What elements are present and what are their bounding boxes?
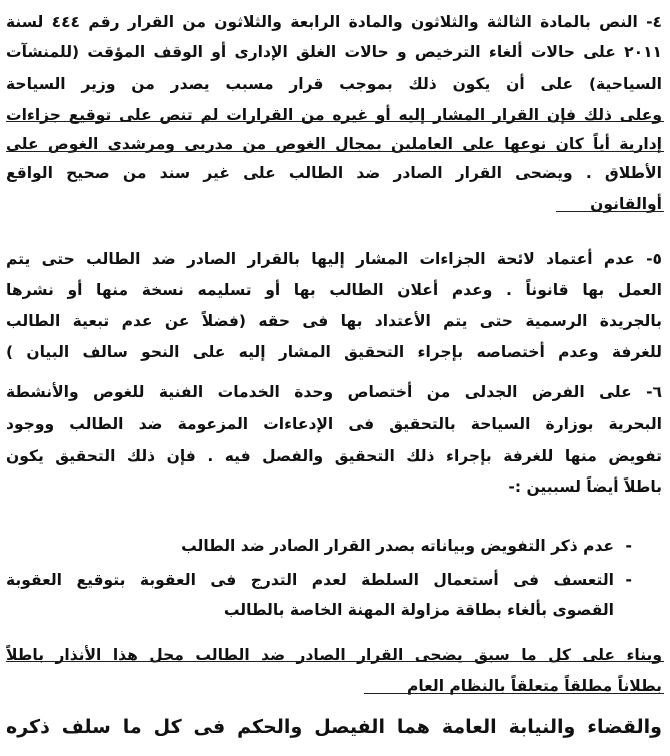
paragraph-5-line-1: ٥- عدم أعتماد لائحة الجزاءات المشار إليها بالقرار الصادر ضد الطالب حتى يتم xyxy=(6,250,662,268)
underline-rule xyxy=(6,121,664,122)
paragraph-4-line-1: ٤- النص بالمادة الثالثة والثلاثون والمادة الرابعة والثلاثون من القرار رقم ٤٤٤ لسنة xyxy=(6,13,662,31)
paragraph-5-line-4: للغرفة وعدم أختصاصه بإجراء التحقيق المشار إليه على النحو سالف البيان ) xyxy=(6,343,662,361)
underline-rule xyxy=(6,661,664,662)
paragraph-4-line-2: ٢٠١١ على حالات ألغاء الترخيص و حالات الغلق الإدارى أو الوقف المؤقت (للمنشآت xyxy=(6,43,662,61)
paragraph-4-line-6: الأطلاق . ويضحى القرار الصادر ضد الطالب على غير سند من صحيح الواقع xyxy=(6,164,662,182)
bullet-2-line-2: القصوى بألغاء بطاقة مزاولة المهنة الخاصة بالطالب xyxy=(223,601,614,619)
paragraph-4-line-4: وعلى ذلك فإن القرار المشار إليه أو غيره من القرارات لم تنص على توقيع جزاءات xyxy=(6,106,662,124)
bullet-2-line-1: التعسف فى أستعمال السلطة لعدم التدرج فى العقوبة بتوقيع العقوبة xyxy=(6,571,614,589)
conclusion-line-1: وبناء على كل ما سبق يضحى القرار الصادر ضد الطالب محل هذا الأنذار باطلاً xyxy=(6,646,662,664)
paragraph-5-line-2: العمل بها قانوناً . وعدم أعلان الطالب بها أو تسليمه نسخة منها أو نشرها xyxy=(6,281,662,299)
paragraph-6-line-1: ٦- على الفرض الجدلى من أختصاص وحدة الخدمات الفنية للغوص والأنشطة xyxy=(6,383,662,401)
paragraph-4-line-5: إدارية أياً كان نوعها على العاملين بمجال الغوص من مدربى ومرشدى الغوص على xyxy=(6,135,662,153)
bullet-marker: - xyxy=(625,536,632,555)
paragraph-6-line-4: باطلاً أيضاً لسببين :- xyxy=(508,478,662,496)
underline-rule xyxy=(364,693,664,694)
final-statement: والقضاء والنيابة العامة هما الفيصل والحكم فى كل ما سلف ذكره xyxy=(6,716,662,738)
conclusion-line-2: بطلاناً مطلقاً متعلقاً بالنظام العام xyxy=(406,677,662,695)
paragraph-6-line-2: البحرية بوزارة السياحة بالتحقيق فى الإدعاءات المزعومة ضد الطالب ووجود xyxy=(6,415,662,433)
bullet-marker: - xyxy=(625,570,632,589)
paragraph-4-line-7: أوالقانون xyxy=(590,195,662,213)
paragraph-6-line-3: تفويض منها للغرفة بإجراء ذلك التحقيق والفصل فيه . فإن ذلك التحقيق يكون xyxy=(6,447,662,465)
paragraph-5-line-3: بالجريدة الرسمية حتى يتم الأعتداد بها فى حقه (فضلاً عن عدم تبعية الطالب xyxy=(6,312,662,330)
bullet-1-line-1: عدم ذكر التفويض وبياناته بصدر القرار الصادر ضد الطالب xyxy=(181,537,614,555)
underline-rule xyxy=(556,211,664,212)
paragraph-4-line-3: السياحية) على أن يكون ذلك بموجب قرار مسبب يصدر من وزير السياحة xyxy=(6,75,662,93)
underline-rule xyxy=(6,151,664,152)
